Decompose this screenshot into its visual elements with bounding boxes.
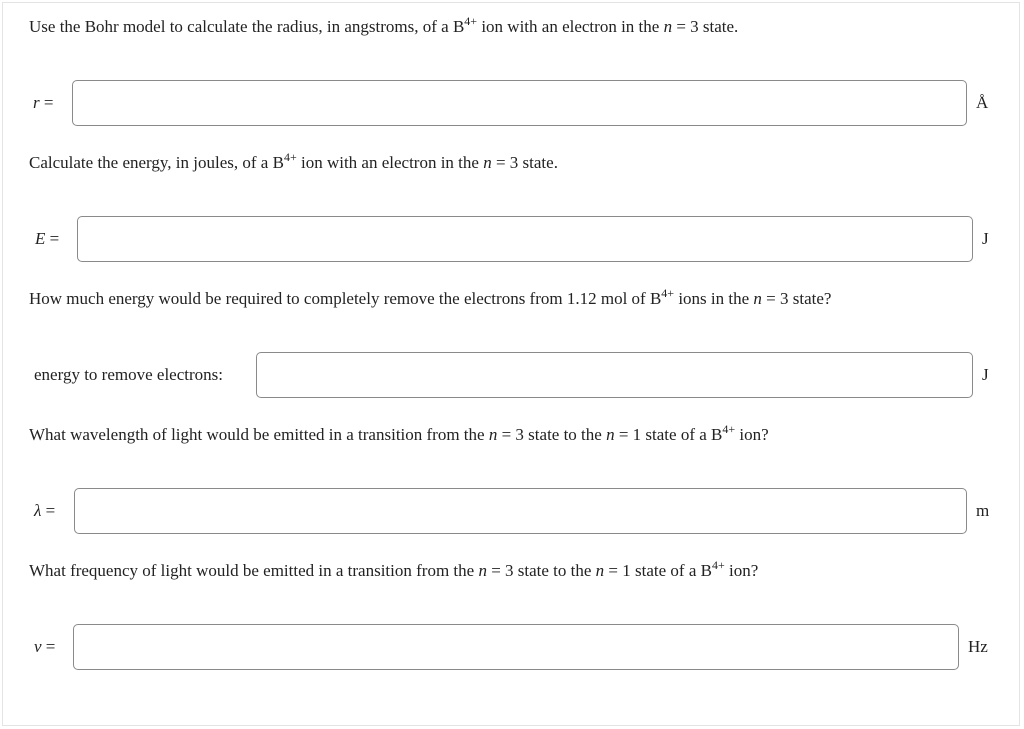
question-radius-text: Use the Bohr model to calculate the radius, in angstroms, of a $B^{4+}$ ion with an electron in the n = 3 state. bbox=[29, 14, 739, 36]
question-frequency-text: What frequency of light would be emitted in a transition from the n = 3 state to the n = 1 state of a $B^{4+}$ ion? bbox=[29, 558, 759, 580]
removal-energy-label: energy to remove electrons: bbox=[34, 365, 223, 384]
question-removal-energy-text: How much energy would be required to completely remove the electrons from 1.12 mol of $B^{4+}$ ions in the n = 3 state? bbox=[29, 286, 832, 308]
wavelength-unit: m bbox=[976, 501, 990, 520]
energy-unit: J bbox=[982, 229, 989, 248]
wavelength-answer-row bbox=[0, 488, 1022, 534]
frequency-unit: Hz bbox=[968, 637, 988, 656]
radius-unit: Å bbox=[976, 93, 989, 112]
energy-answer-row bbox=[0, 216, 1022, 262]
wavelength-input[interactable] bbox=[74, 488, 967, 534]
frequency-input[interactable] bbox=[73, 624, 959, 670]
radius-input[interactable] bbox=[72, 80, 967, 126]
frequency-answer-row bbox=[0, 624, 1022, 670]
wavelength-label: λ = bbox=[34, 501, 56, 520]
question-energy-text: Calculate the energy, in joules, of a $B^{4+}$ ion with an electron in the n = 3 state. bbox=[29, 150, 558, 172]
radius-answer-row bbox=[0, 80, 1022, 126]
radius-label: r = bbox=[33, 93, 54, 112]
energy-input[interactable] bbox=[77, 216, 973, 262]
energy-label: E = bbox=[35, 229, 60, 248]
frequency-label: ν = bbox=[34, 637, 56, 656]
removal-energy-input[interactable] bbox=[256, 352, 973, 398]
question-wavelength-text: What wavelength of light would be emitted in a transition from the n = 3 state to the n = 1 state of a $B^{4+}$ ion? bbox=[29, 422, 769, 444]
removal-energy-unit: J bbox=[982, 365, 989, 384]
removal-energy-answer-row bbox=[0, 352, 1022, 398]
